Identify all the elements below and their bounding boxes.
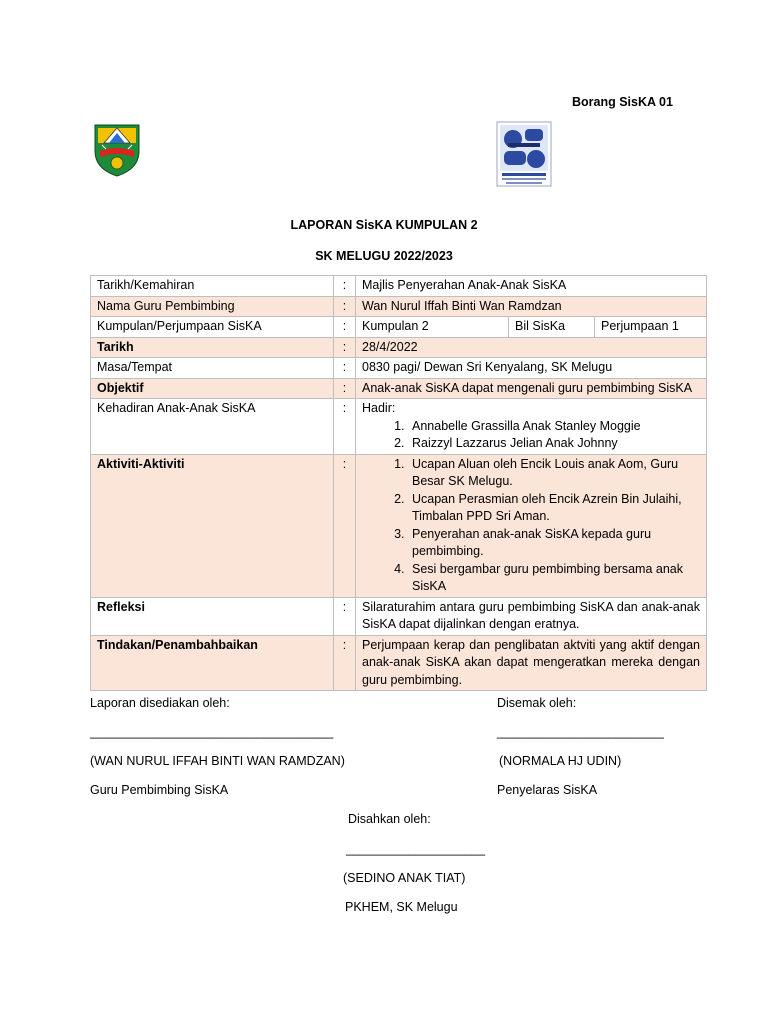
approved-by-label: Disahkan oleh: [348, 812, 431, 826]
row-label: Tarikh [91, 337, 334, 358]
checked-by-name: (NORMALA HJ UDIN) [499, 754, 622, 768]
table-row [91, 276, 707, 297]
list-item: 4. Sesi bergambar guru pembimbing bersama anak SisKA [408, 561, 700, 596]
checked-signature-line: ________________________ [497, 725, 664, 739]
row-label: Tindakan/Penambahbaikan [91, 635, 334, 691]
prepared-by-name: (WAN NURUL IFFAH BINTI WAN RAMDZAN) [90, 754, 345, 768]
row-label: Kehadiran Anak-Anak SisKA [91, 399, 334, 455]
activity-list [362, 456, 700, 596]
row-separator: : [334, 337, 356, 358]
row-value: Anak-anak SisKA dapat mengenali guru pembimbing SisKA [356, 378, 707, 399]
row-separator: : [334, 358, 356, 379]
checked-by-role: Penyelaras SisKA [497, 783, 598, 797]
row-separator: : [334, 276, 356, 297]
perjumpaan-value: Perjumpaan 1 [594, 317, 706, 337]
list-item: 2. Ucapan Perasmian oleh Encik Azrein Bin Julaihi, Timbalan PPD Sri Aman. [408, 491, 700, 526]
prepared-by-role: Guru Pembimbing SisKA [90, 783, 229, 797]
prepared-by-label: Laporan disediakan oleh: [90, 696, 230, 710]
list-item: 1. Annabelle Grassilla Anak Stanley Moggie [408, 418, 700, 436]
checked-by-label: Disemak oleh: [497, 696, 577, 710]
row-label: Refleksi [91, 597, 334, 635]
row-label: Tarikh/Kemahiran [91, 276, 334, 297]
approved-by-name: (SEDINO ANAK TIAT) [343, 871, 466, 885]
row-value: Silaraturahim antara guru pembimbing SisKA dan anak-anak SisKA dapat dijalinkan dengan eratnya. [356, 597, 707, 635]
approved-by-role: PKHEM, SK Melugu [345, 900, 458, 914]
prepared-signature-line: ___________________________________ [90, 725, 334, 739]
list-item: 1. Ucapan Aluan oleh Encik Louis anak Aom, Guru Besar SK Melugu. [408, 456, 700, 491]
row-label: Nama Guru Pembimbing [91, 296, 334, 317]
row-value [356, 454, 707, 597]
siska-25-logo-icon [496, 121, 552, 187]
row-separator: : [334, 317, 356, 338]
list-item: 3. Penyerahan anak-anak SisKA kepada guru pembimbing. [408, 526, 700, 561]
table-row [91, 358, 707, 379]
row-label: Masa/Tempat [91, 358, 334, 379]
school-crest-icon [92, 121, 142, 177]
row-separator: : [334, 635, 356, 691]
kumpulan-value: Kumpulan 2 [362, 319, 429, 333]
table-row [91, 317, 707, 338]
report-subtitle: SK MELUGU 2022/2023 [315, 249, 453, 263]
row-value: Wan Nurul Iffah Binti Wan Ramdzan [356, 296, 707, 317]
report-title: LAPORAN SisKA KUMPULAN 2 [290, 218, 478, 232]
row-separator: : [334, 296, 356, 317]
row-value [356, 399, 707, 455]
row-value: 28/4/2022 [356, 337, 707, 358]
attendance-list [362, 418, 700, 453]
approved-signature-line: ____________________ [346, 842, 486, 856]
row-label: Aktiviti-Aktiviti [91, 454, 334, 597]
row-value-group [356, 317, 707, 338]
row-label: Kumpulan/Perjumpaan SisKA [91, 317, 334, 338]
row-separator: : [334, 399, 356, 455]
table-row [91, 399, 707, 455]
row-separator: : [334, 597, 356, 635]
row-separator: : [334, 378, 356, 399]
table-row [91, 296, 707, 317]
table-row [91, 635, 707, 691]
row-value: Perjumpaan kerap dan penglibatan aktviti yang aktif dengan anak-anak SisKA akan dapat mengeratkan mereka dengan guru pembimbing. [356, 635, 707, 691]
report-table [90, 275, 707, 691]
table-row [91, 597, 707, 635]
table-row [91, 378, 707, 399]
table-row [91, 454, 707, 597]
table-row [91, 337, 707, 358]
row-separator: : [334, 454, 356, 597]
attendance-intro: Hadir: [362, 401, 396, 415]
row-value: Majlis Penyerahan Anak-Anak SisKA [356, 276, 707, 297]
list-item: 2. Raizzyl Lazzarus Jelian Anak Johnny [408, 435, 700, 453]
row-value: 0830 pagi/ Dewan Sri Kenyalang, SK Melugu [356, 358, 707, 379]
row-label: Objektif [91, 378, 334, 399]
bil-siska-label: Bil SisKa [508, 317, 594, 337]
form-code: Borang SisKA 01 [572, 95, 673, 109]
